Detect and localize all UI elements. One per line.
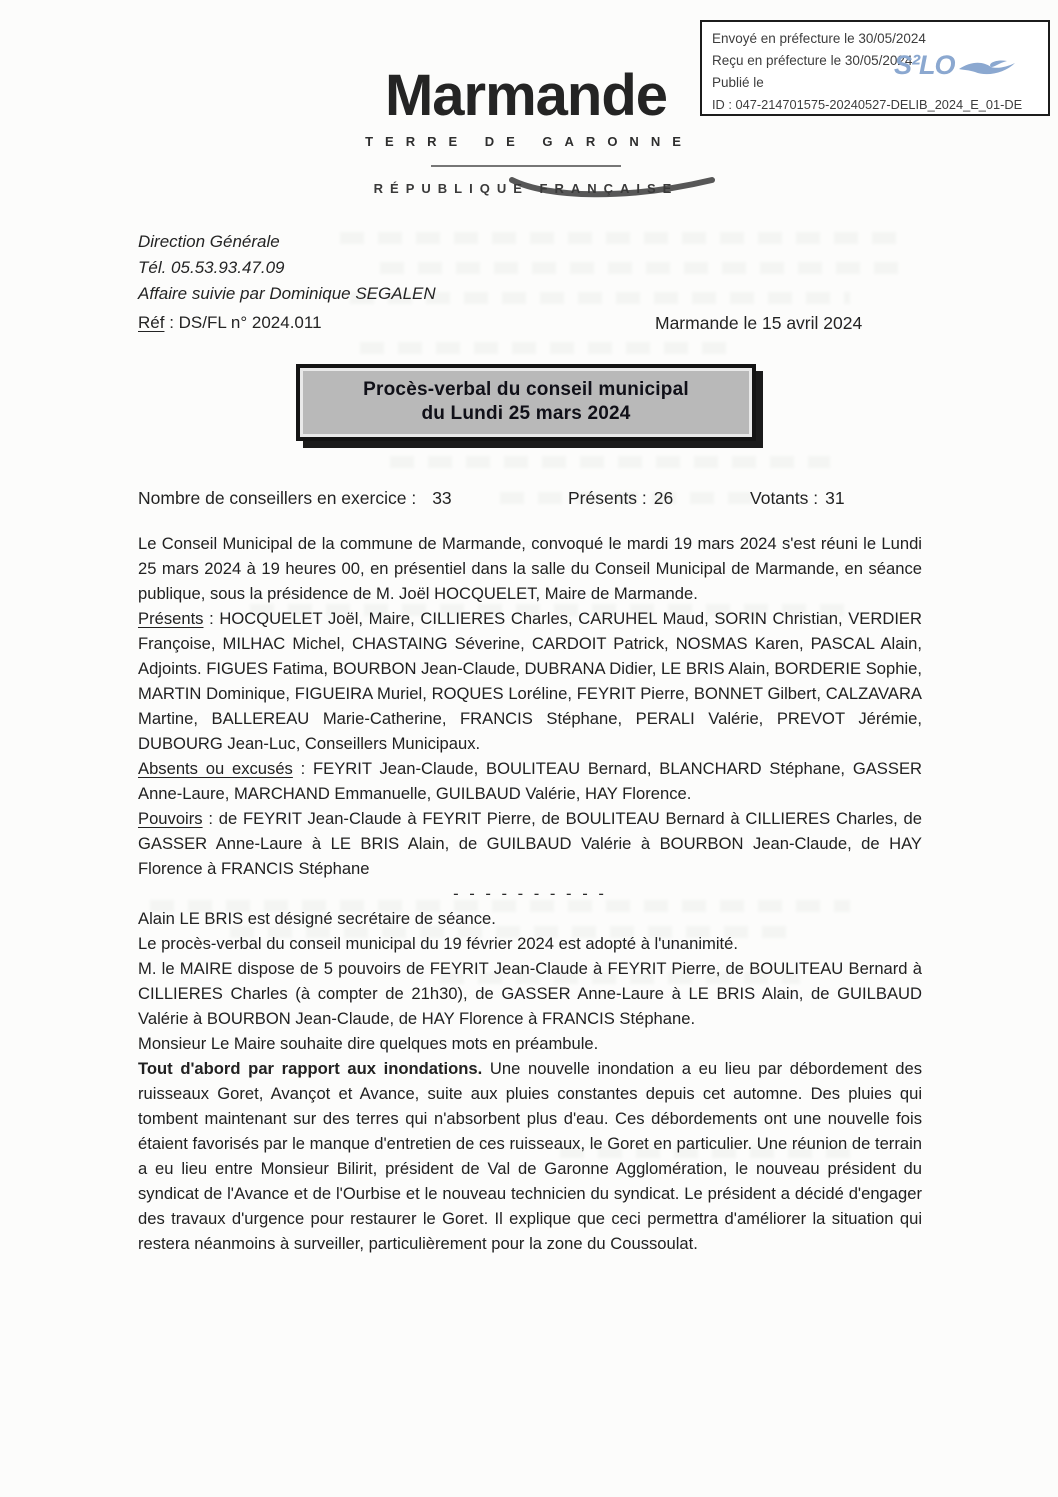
count-present-label: Présents : <box>568 488 647 508</box>
city-logo-wordmark <box>330 63 722 128</box>
case-handler: Affaire suivie par Dominique SEGALEN <box>138 284 436 303</box>
city-logo-text: Marmande <box>384 63 668 128</box>
previous-minutes-adoption-paragraph: Le procès-verbal du conseil municipal du 19 février 2024 est adopté à l'unanimité. <box>138 934 738 953</box>
bleedthrough-artifact <box>360 342 740 354</box>
bleedthrough-artifact <box>380 262 900 274</box>
prefecture-stamp <box>700 20 1050 116</box>
department-name: Direction Générale <box>138 232 280 251</box>
dashed-separator: - - - - - - - - - - <box>453 884 607 903</box>
count-present-value: 26 <box>653 488 674 508</box>
reference-label: Réf <box>138 313 165 332</box>
absent-members-paragraph <box>138 756 922 806</box>
mayor-proxies-recap-paragraph: M. le MAIRE dispose de 5 pouvoirs de FEYRIT Jean-Claude à FEYRIT Pierre, de BOULITEAU Bernard à CILLIERES Charles (à compter de 21h30), de GASSER Anne-Laure à LE BRIS Alain, de GUILBAUD Valérie à BOURBON Jean-Claude, de HAY Florence à FRANCIS Stéphane. <box>138 959 922 1028</box>
present-members-list: : HOCQUELET Joël, Maire, CILLIERES Charles, CARUHEL Maud, SORIN Christian, VERDIER Françoise, MILHAC Michel, CHASTAING Séverine, CARDOIT Patrick, NOSMAS Karen, PASCAL Alain, Adjoints. FIGUES Fatima, BOURBON Jean-Claude, DUBRANA Didier, LE BRIS Alain, BORDERIE Sophie, MARTIN Dominique, FIGUEIRA Muriel, ROQUES Loréline, FEYRIT Pierre, BONNET Gilbert, CALZAVARA Martine, BALLEREAU Marie-Catherine, FRANCIS Stéphane, PERALI Valérie, PREVOT Jérémie, DUBOURG Jean-Luc, Conseillers Municipaux. <box>138 609 922 753</box>
stamp-received-line: Reçu en préfecture le 30/05/2024 <box>712 53 913 68</box>
count-present <box>568 488 673 509</box>
minutes-body <box>138 531 922 1256</box>
place-date-line: Marmande le 15 avril 2024 <box>655 313 863 333</box>
document-title-line-2: du Lundi 25 mars 2024 <box>421 403 631 424</box>
bleedthrough-artifact <box>390 456 830 468</box>
stamp-id-line: ID : 047-214701575-20240527-DELIB_2024_E_01-DE <box>712 97 1023 112</box>
flood-paragraph-text: Une nouvelle inondation a eu lieu par débordement des ruisseaux Goret, Avançot et Avance, suite aux pluies constantes depuis cet automne. Des pluies qui tombent maintenant sur des terres qui n'absorbent plus d'eau. Ces débordements ont une nouvelle fois étaient favorisés par le manque d'entretien de ces ruisseaux, le Goret en particulier. Une réunion de terrain a eu lieu entre Monsieur Bilirit, président de Val de Garonne Agglomération, le nouveau président du syndicat de l'Avance et de l'Ourbise et le nouveau technicien du syndicat. Le président a décidé d'engager des travaux d'urgence pour restaurer le Goret. Il explique que ceci permettra d'améliorer la situation qui restera néanmoins à surveiller, particulièrement pour la zone du Coussoulat. <box>138 1059 922 1253</box>
document-title-line-1: Procès-verbal du conseil municipal <box>363 379 689 400</box>
convocation-paragraph: Le Conseil Municipal de la commune de Marmande, convoqué le mardi 19 mars 2024 s'est réuni le Lundi 25 mars 2024 à 19 heures 00, en présentiel dans la salle du Conseil Municipal de Marmande, en séance publique, sous la présidence de M. Joël HOCQUELET, Maire de Marmande. <box>138 534 922 603</box>
preamble-intro-paragraph: Monsieur Le Maire souhaite dire quelques mots en préambule. <box>138 1034 599 1053</box>
proxies-paragraph <box>138 806 922 881</box>
s2lo-software-logo <box>894 50 1019 81</box>
document-title-box <box>296 364 756 441</box>
count-voting <box>750 488 845 509</box>
reference-line <box>138 313 322 333</box>
logo-divider <box>431 165 621 167</box>
absent-members-list: : FEYRIT Jean-Claude, BOULITEAU Bernard, BLANCHARD Stéphane, GASSER Anne-Laure, MARCHAND Emmanuelle, GUILBAUD Valérie, HAY Florence. <box>138 759 922 803</box>
logo-subtitle: TERRE DE GARONNE <box>365 134 693 149</box>
flood-paragraph-lead: Tout d'abord par rapport aux inondations. <box>138 1059 483 1078</box>
proxies-label: Pouvoirs <box>138 809 203 828</box>
present-members-label: Présents <box>138 609 204 628</box>
proxies-list: : de FEYRIT Jean-Claude à FEYRIT Pierre, de BOULITEAU Bernard à CILLIERES Charles, de GASSER Anne-Laure à LE BRIS Alain, de GUILBAUD Valérie à BOURBON Jean-Claude, de HAY Florence à FRANCIS Stéphane <box>138 809 922 878</box>
logo-underline-swoosh-icon <box>508 174 718 202</box>
flood-preamble-paragraph <box>138 1056 922 1256</box>
count-in-office-label: Nombre de conseillers en exercice : <box>138 488 417 508</box>
city-logo <box>330 63 722 196</box>
s2lo-wordmark: S²LO <box>894 50 955 80</box>
count-in-office <box>138 488 452 509</box>
reference-value: : DS/FL n° 2024.011 <box>164 313 322 332</box>
present-members-paragraph <box>138 606 922 756</box>
department-block <box>138 229 436 307</box>
s2lo-bird-icon <box>957 53 1019 79</box>
logo-republic-label: RÉPUBLIQUE FRANÇAISE <box>373 181 679 196</box>
stamp-sent-line: Envoyé en préfecture le 30/05/2024 <box>712 31 926 46</box>
secretary-designation-paragraph: Alain LE BRIS est désigné secrétaire de séance. <box>138 909 496 928</box>
stamp-published-line: Publié le <box>712 75 764 90</box>
count-voting-label: Votants : <box>750 488 819 508</box>
department-phone: Tél. 05.53.93.47.09 <box>138 258 285 277</box>
count-in-office-value: 33 <box>432 488 452 508</box>
absent-members-label: Absents ou excusés <box>138 759 293 778</box>
count-voting-value: 31 <box>825 488 845 508</box>
